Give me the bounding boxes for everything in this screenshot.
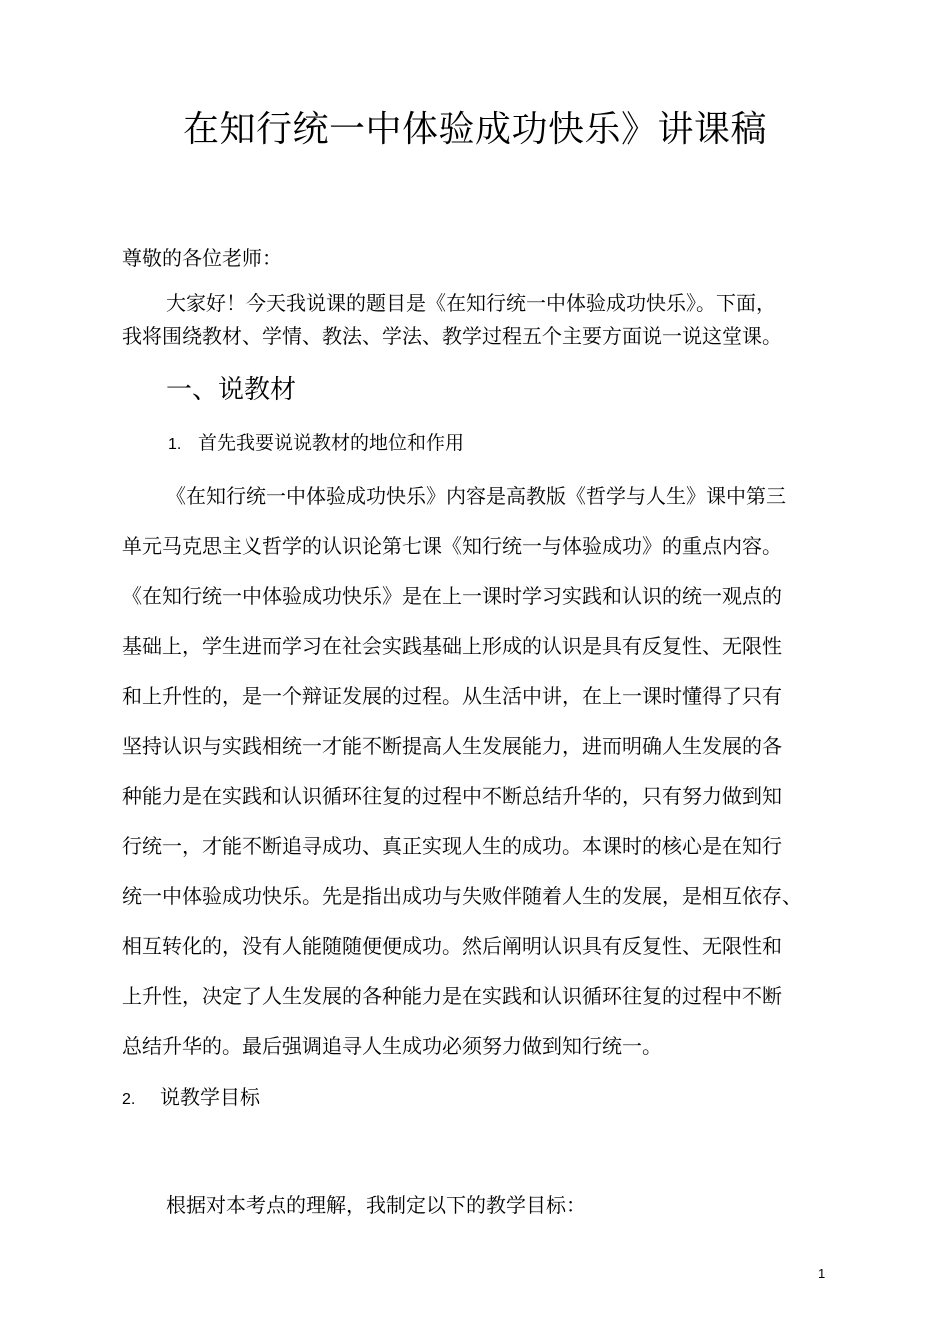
subsection-heading — [168, 429, 464, 459]
subsection-number: 2. — [122, 1091, 136, 1108]
page-number: 1 — [818, 1266, 826, 1281]
goals-intro: 根据对本考点的理解，我制定以下的教学目标： — [166, 1193, 586, 1217]
subsection-text: 首先我要说说教材的地位和作用 — [198, 432, 465, 454]
paragraph-line: 上升性，决定了人生发展的各种能力是在实践和认识循环往复的过程中不断 — [122, 984, 782, 1008]
paragraph-line: 行统一，才能不断追寻成功、真正实现人生的成功。本课时的核心是在知行 — [122, 834, 782, 858]
subsection-number: 1. — [168, 436, 182, 453]
paragraph-line: 总结升华的。最后强调追寻人生成功必须努力做到知行统一。 — [122, 1034, 662, 1058]
paragraph-line: 基础上，学生进而学习在社会实践基础上形成的认识是具有反复性、无限性 — [122, 634, 782, 658]
greeting: 尊敬的各位老师： — [122, 246, 282, 270]
section-heading: 一、说教材 — [166, 375, 297, 405]
paragraph-line: 统一中体验成功快乐。先是指出成功与失败伴随着人生的发展，是相互依存、 — [122, 884, 802, 908]
paragraph-line: 种能力是在实践和认识循环往复的过程中不断总结升华的，只有努力做到知 — [122, 784, 782, 808]
paragraph-line: 《在知行统一中体验成功快乐》是在上一课时学习实践和认识的统一观点的 — [122, 584, 782, 608]
paragraph-line: 相互转化的，没有人能随随便便成功。然后阐明认识具有反复性、无限性和 — [122, 934, 782, 958]
paragraph-line: 《在知行统一中体验成功快乐》内容是高教版《哲学与人生》课中第三 — [166, 484, 786, 508]
document-title: 在知行统一中体验成功快乐》讲课稿 — [182, 109, 767, 150]
paragraph-line: 坚持认识与实践相统一才能不断提高人生发展能力，进而明确人生发展的各 — [122, 734, 782, 758]
intro-line: 大家好！今天我说课的题目是《在知行统一中体验成功快乐》。下面， — [166, 291, 776, 315]
paragraph-line: 和上升性的，是一个辩证发展的过程。从生活中讲，在上一课时懂得了只有 — [122, 684, 782, 708]
subsection-heading — [122, 1082, 260, 1115]
body-paragraph — [122, 471, 838, 1071]
intro-line: 我将围绕教材、学情、教法、学法、教学过程五个主要方面说一说这堂课。 — [122, 324, 782, 348]
intro-paragraph — [122, 287, 832, 353]
subsection-text: 说教学目标 — [160, 1085, 260, 1109]
paragraph-line: 单元马克思主义哲学的认识论第七课《知行统一与体验成功》的重点内容。 — [122, 534, 782, 558]
